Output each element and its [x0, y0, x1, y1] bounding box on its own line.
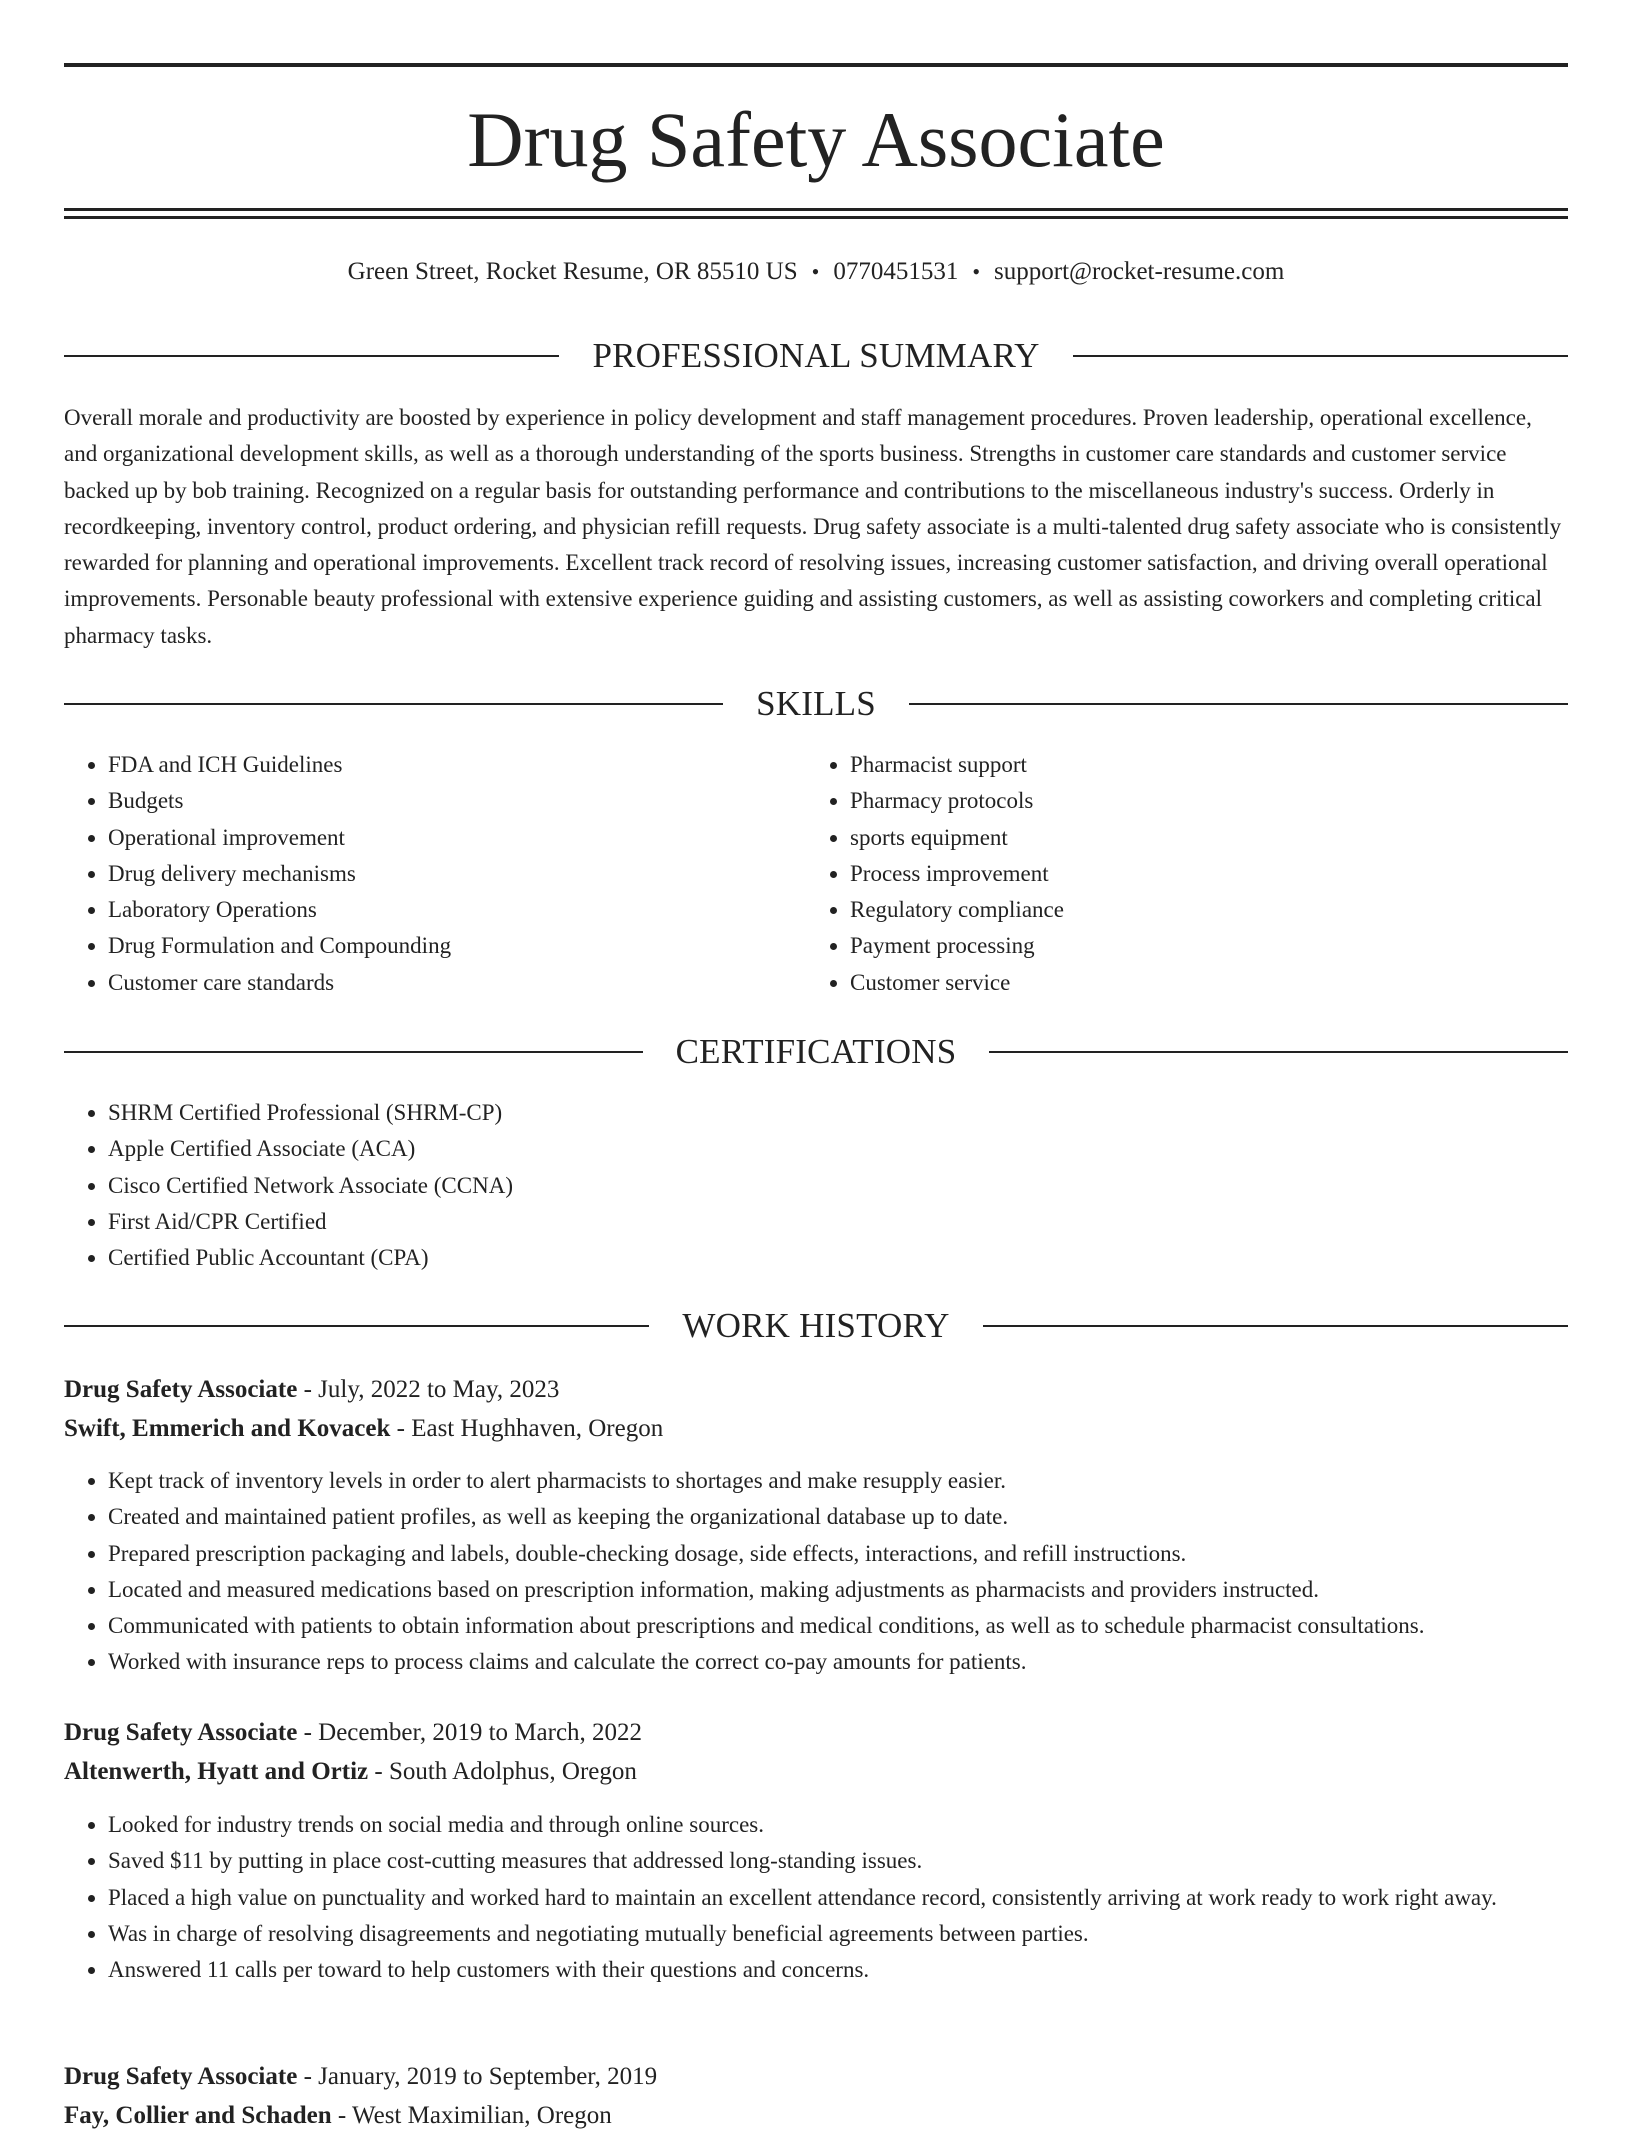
job-title-line: Drug Safety Associate - July, 2022 to May, 2023	[64, 1376, 560, 1403]
section-title: WORK HISTORY	[682, 1306, 950, 1345]
skill-item: • Pharmacist support	[850, 747, 1550, 783]
skill-item: • Payment processing	[850, 928, 1550, 964]
skill-item: • Pharmacy protocols	[850, 783, 1550, 819]
skill-item: • Regulatory compliance	[850, 892, 1550, 928]
skill-item: • Process improvement	[850, 856, 1550, 892]
summary-text: Overall morale and productivity are boosted by experience in policy development and staff management procedures. Proven leadership, operational excellence, and organizational development skills, as well as a thorough understanding of the sports business. Strengths in customer care standards and customer service backed up by bob training. Recognized on a regular basis for outstanding performance and contributions to the miscellaneous industry's success. Orderly in recordkeeping, inventory control, product ordering, and physician refill requests. Drug safety associate is a multi-talented drug safety associate who is consistently rewarded for planning and operational improvements. Excellent track record of resolving issues, increasing customer satisfaction, and driving overall operational improvements. Personable beauty professional with extensive experience guiding and assisting customers, as well as assisting coworkers and completing critical pharmacy tasks.	[64, 405, 1562, 648]
skills-list-right	[806, 747, 1550, 1001]
skill-item: • Laboratory Operations	[108, 892, 808, 928]
contact-address: Green Street, Rocket Resume, OR 85510 US	[347, 258, 798, 285]
job-company-line: Fay, Collier and Schaden - West Maximilian, Oregon	[64, 2102, 612, 2129]
job-bullets	[64, 1807, 1568, 1988]
job-bullet: • Saved $11 by putting in place cost-cutting measures that addressed long-standing issues.	[108, 1843, 1568, 1879]
heading-rule	[64, 1325, 649, 1327]
job-title: Drug Safety Associate	[64, 2063, 298, 2090]
job-bullet: • Answered 11 calls per toward to help customers with their questions and concerns.	[108, 1952, 1568, 1988]
job-title-line: Drug Safety Associate - December, 2019 to March, 2022	[64, 1719, 643, 1746]
job-dates: January, 2019 to September, 2019	[318, 2063, 658, 2090]
certification-item: • Apple Certified Associate (ACA)	[108, 1131, 1548, 1167]
section-title: PROFESSIONAL SUMMARY	[592, 336, 1040, 375]
certification-item: • Certified Public Accountant (CPA)	[108, 1240, 1548, 1276]
skill-item: • sports equipment	[850, 820, 1550, 856]
skills-list-left	[64, 747, 808, 1001]
certification-item: • Cisco Certified Network Associate (CCNA)	[108, 1168, 1548, 1204]
resume-title: Drug Safety Associate	[467, 96, 1165, 183]
job-location: East Hughhaven, Oregon	[411, 1415, 664, 1442]
heading-rule	[64, 703, 723, 705]
job-company: Fay, Collier and Schaden	[64, 2102, 332, 2129]
job-company: Altenwerth, Hyatt and Ortiz	[64, 1758, 369, 1785]
section-title: CERTIFICATIONS	[675, 1032, 957, 1071]
job-title: Drug Safety Associate	[64, 1376, 298, 1403]
job-bullet: • Prepared prescription packaging and labels, double-checking dosage, side effects, interactions, and refill instructions.	[108, 1536, 1568, 1572]
section-heading-work-history	[64, 1304, 1568, 1348]
job-company-line: Altenwerth, Hyatt and Ortiz - South Adolphus, Oregon	[64, 1758, 637, 1785]
skill-item: • Drug Formulation and Compounding	[108, 928, 808, 964]
heading-rule	[983, 1325, 1568, 1327]
certification-item: • SHRM Certified Professional (SHRM-CP)	[108, 1095, 1548, 1131]
contact-separator: •	[972, 259, 981, 284]
heading-rule	[64, 355, 559, 357]
section-heading-certifications	[64, 1030, 1568, 1074]
skill-item: • Customer care standards	[108, 965, 808, 1001]
heading-rule	[989, 1051, 1568, 1053]
contact-email: support@rocket-resume.com	[994, 258, 1285, 285]
skill-item: • Drug delivery mechanisms	[108, 856, 808, 892]
job-company: Swift, Emmerich and Kovacek	[64, 1415, 391, 1442]
section-heading-summary	[64, 334, 1568, 378]
skill-item: • FDA and ICH Guidelines	[108, 747, 808, 783]
job-dates: December, 2019 to March, 2022	[318, 1719, 643, 1746]
job-bullet: • Kept track of inventory levels in order to alert pharmacists to shortages and make resupply easier.	[108, 1463, 1568, 1499]
job-location: West Maximilian, Oregon	[352, 2102, 612, 2129]
heading-rule	[1073, 355, 1568, 357]
contact-separator: •	[811, 259, 820, 284]
skill-item: • Customer service	[850, 965, 1550, 1001]
contact-line	[64, 252, 1568, 292]
job-title-line: Drug Safety Associate - January, 2019 to September, 2019	[64, 2063, 658, 2090]
heading-rule	[909, 703, 1568, 705]
job-bullets	[64, 1463, 1568, 1681]
heading-rule	[64, 1051, 643, 1053]
certification-item: • First Aid/CPR Certified	[108, 1204, 1548, 1240]
job-bullet: • Created and maintained patient profiles, as well as keeping the organizational database up to date.	[108, 1499, 1568, 1535]
job-company-line: Swift, Emmerich and Kovacek - East Hughhaven, Oregon	[64, 1415, 664, 1442]
section-heading-skills	[64, 682, 1568, 726]
skill-item: • Budgets	[108, 783, 808, 819]
certifications-list	[64, 1095, 1548, 1276]
job-location: South Adolphus, Oregon	[388, 1758, 637, 1785]
double-rule	[64, 208, 1568, 219]
job-title: Drug Safety Associate	[64, 1719, 298, 1746]
skill-item: • Operational improvement	[108, 820, 808, 856]
top-rule	[64, 63, 1568, 67]
job-bullet: • Placed a high value on punctuality and worked hard to maintain an excellent attendance record, consistently arriving at work ready to work right away.	[108, 1880, 1568, 1916]
job-bullet: • Worked with insurance reps to process claims and calculate the correct co-pay amounts for patients.	[108, 1644, 1568, 1680]
section-title: SKILLS	[756, 684, 876, 723]
job-bullet: • Located and measured medications based on prescription information, making adjustments as pharmacists and providers instructed.	[108, 1572, 1568, 1608]
job-bullet: • Was in charge of resolving disagreements and negotiating mutually beneficial agreements between parties.	[108, 1916, 1568, 1952]
job-bullet: • Looked for industry trends on social media and through online sources.	[108, 1807, 1568, 1843]
contact-phone: 0770451531	[833, 258, 959, 285]
job-bullet: • Communicated with patients to obtain information about prescriptions and medical conditions, as well as to schedule pharmacist consultations.	[108, 1608, 1568, 1644]
job-dates: July, 2022 to May, 2023	[318, 1376, 560, 1403]
